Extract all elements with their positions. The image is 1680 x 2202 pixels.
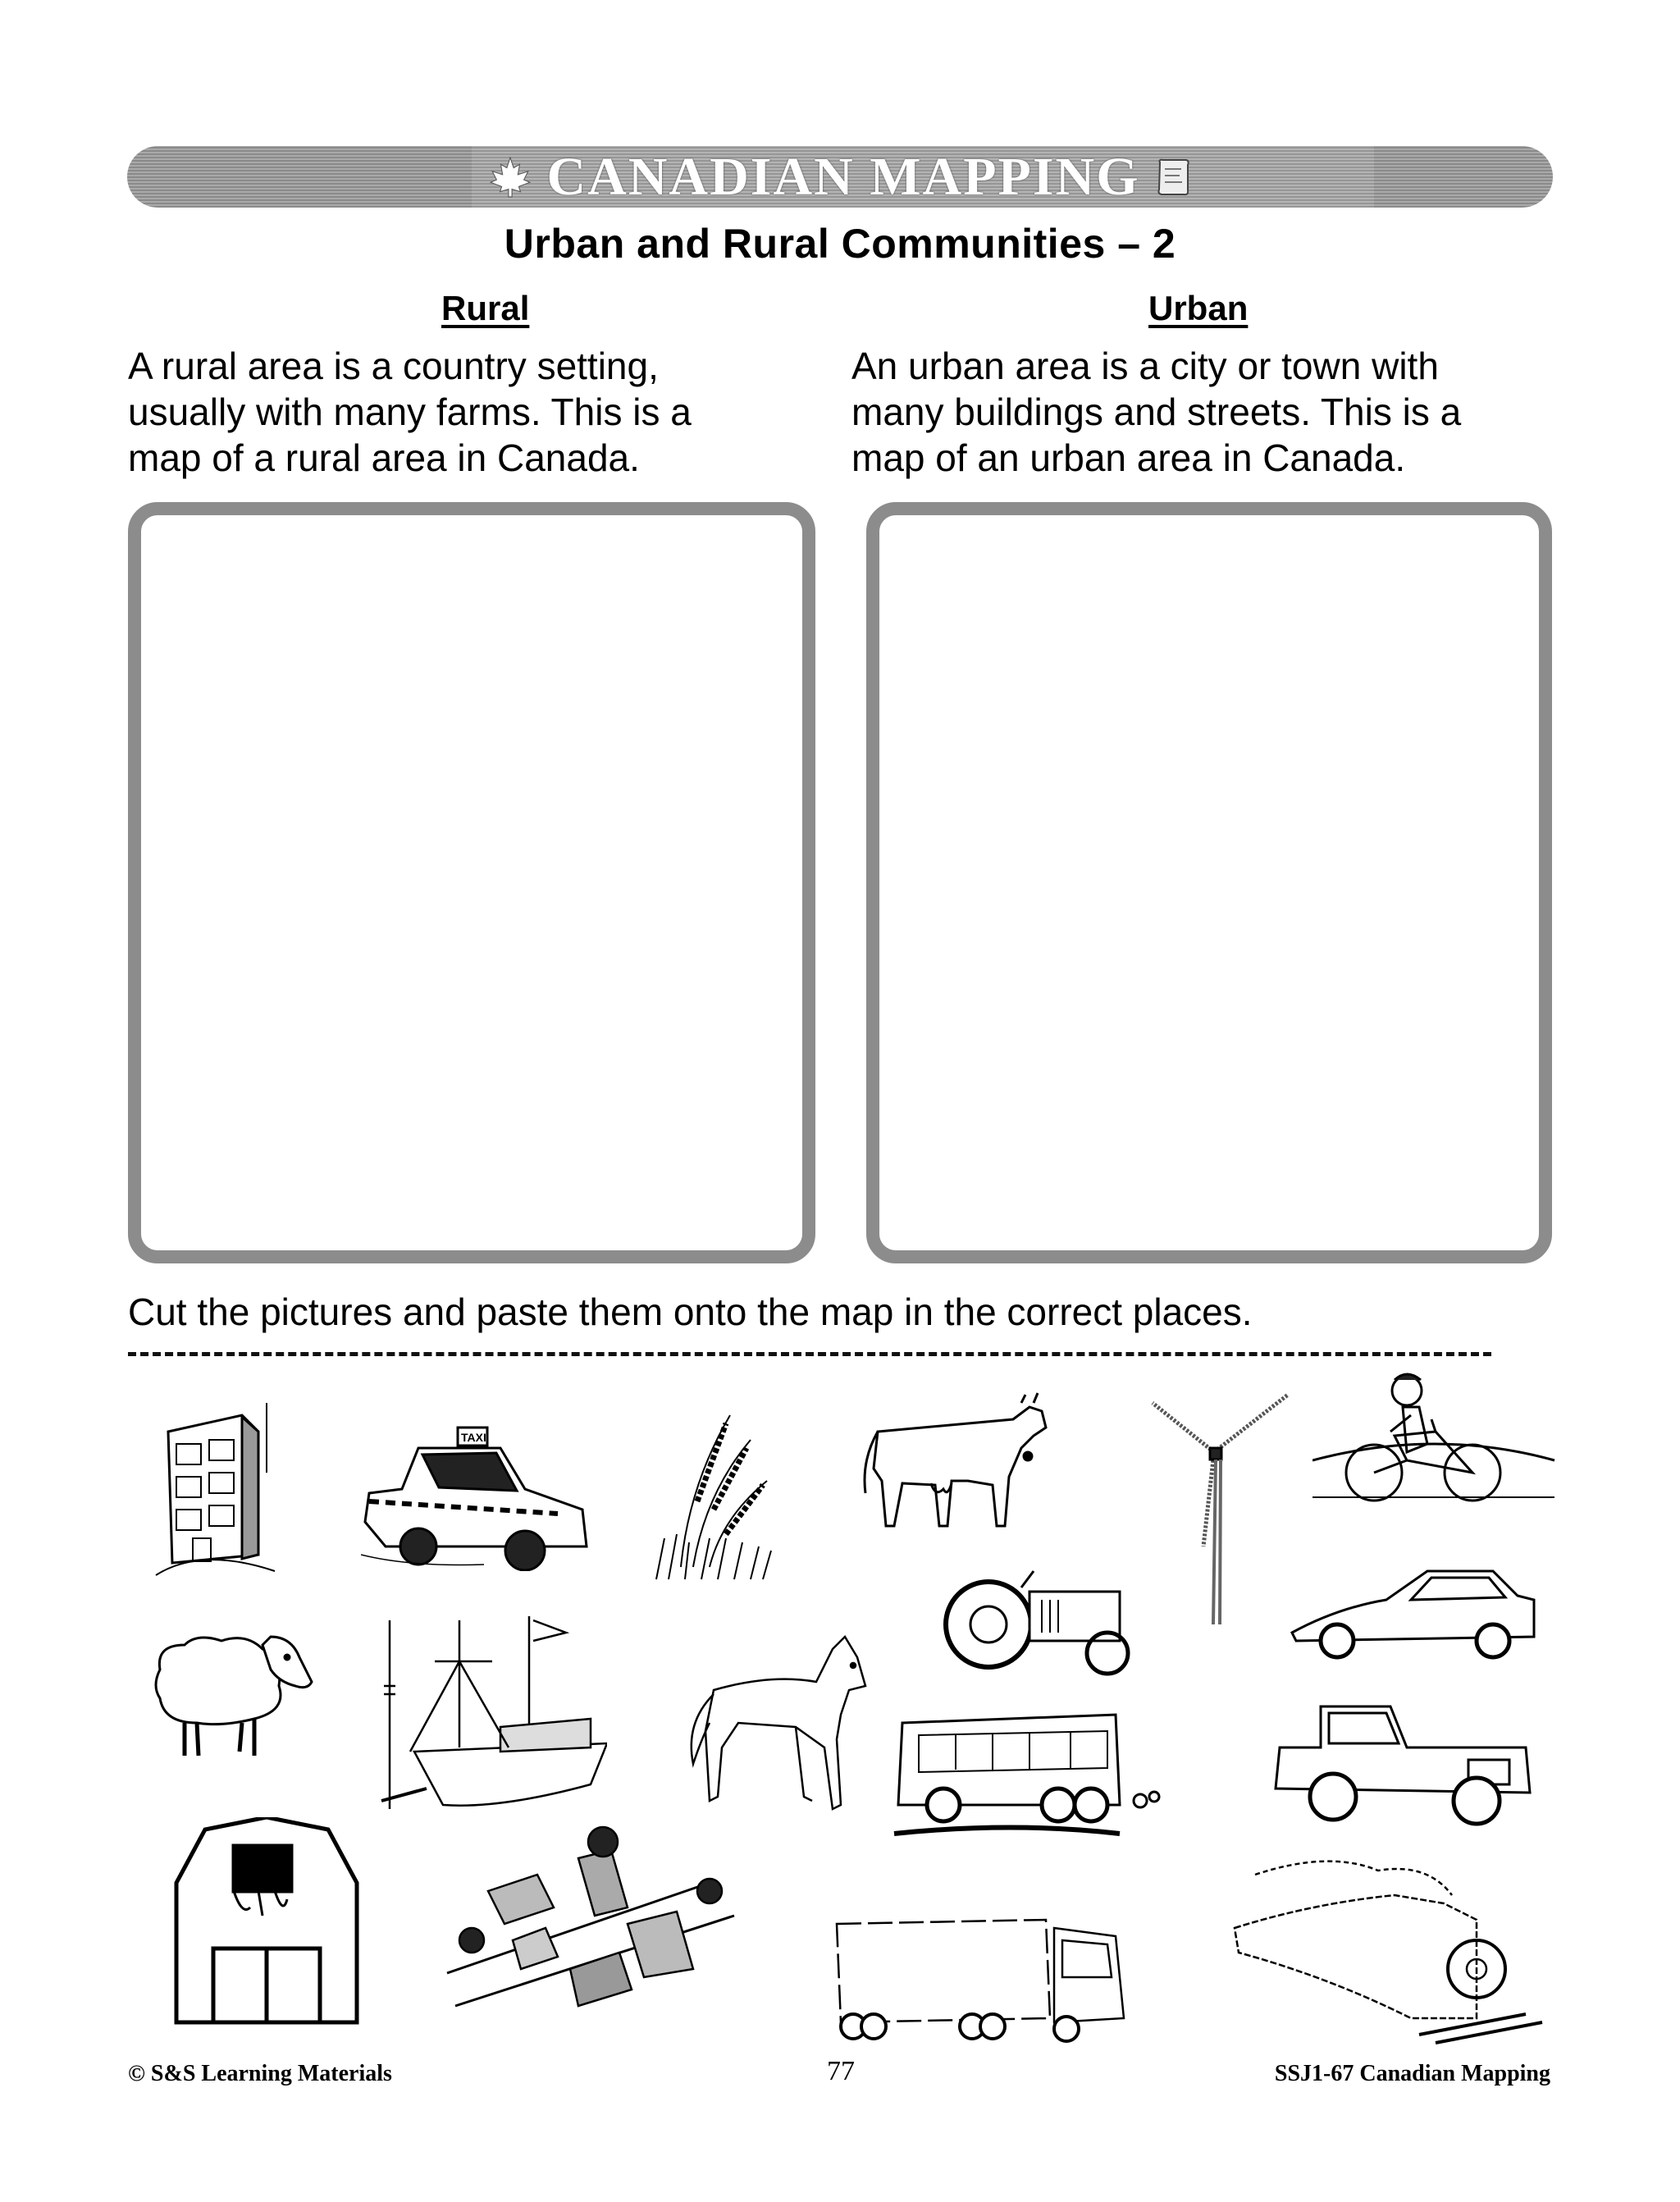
bus-picture[interactable] [890,1711,1185,1842]
sports-car-icon [1288,1563,1542,1661]
taxi-picture[interactable] [361,1423,591,1571]
banner-title: CANADIAN MAPPING [546,146,1140,207]
boy-on-bicycle-picture[interactable] [1312,1370,1559,1518]
tractor-picture[interactable] [943,1563,1140,1678]
harbour-ship-icon [377,1612,607,1817]
bus-icon [890,1711,1185,1842]
horse-picture[interactable] [673,1633,874,1821]
cow-icon [853,1387,1066,1534]
instruction-text: Cut the pictures and paste them onto the map in the correct places. [128,1291,1253,1333]
map-scroll-icon [1155,158,1191,197]
rural-description [128,343,801,481]
barn-picture[interactable] [168,1817,365,2026]
apartment-building-icon [152,1399,295,1579]
sports-car-picture[interactable] [1288,1563,1542,1661]
rural-map-box[interactable] [128,502,815,1263]
taxi-icon [361,1423,591,1571]
harbour-ship-picture[interactable] [377,1612,607,1817]
maple-leaf-icon [489,156,532,199]
transport-truck-icon [829,1907,1140,2043]
cut-line [128,1352,1491,1356]
rural-description-line: A rural area is a country setting, [128,345,659,387]
svg-text:TAXI: TAXI [461,1431,486,1444]
pickup-truck-icon [1271,1698,1534,1842]
footer-series-title: SSJ1-67 Canadian Mapping [1274,2061,1550,2086]
urban-heading: Urban [1148,289,1249,327]
wheat-picture[interactable] [648,1403,779,1583]
steam-train-icon [1230,1854,1559,2047]
horse-icon [673,1633,874,1821]
small-town-picture[interactable] [439,1825,767,2022]
urban-description-line: many buildings and streets. This is a [851,391,1462,433]
wind-turbine-picture[interactable] [1144,1391,1300,1629]
title-banner [127,146,1553,208]
barn-icon [168,1817,365,2026]
cow-picture[interactable] [853,1387,1066,1534]
rural-description-line: map of a rural area in Canada. [128,436,640,479]
steam-train-picture[interactable] [1230,1854,1559,2047]
wind-turbine-icon [1144,1391,1300,1629]
pickup-truck-picture[interactable] [1271,1698,1534,1842]
sheep-icon [148,1620,328,1760]
small-town-icon [439,1825,767,2022]
urban-description-line: map of an urban area in Canada. [851,436,1406,479]
apartment-building-picture[interactable] [152,1399,295,1579]
page-subtitle: Urban and Rural Communities – 2 [504,221,1176,267]
rural-heading: Rural [441,289,530,327]
transport-truck-picture[interactable] [829,1907,1140,2043]
urban-map-box[interactable] [866,502,1552,1263]
tractor-icon [943,1563,1140,1678]
rural-description-line: usually with many farms. This is a [128,391,692,433]
boy-on-bicycle-icon [1312,1370,1559,1518]
urban-description-line: An urban area is a city or town with [851,345,1439,387]
footer-copyright: © S&S Learning Materials [128,2061,392,2086]
sheep-picture[interactable] [148,1620,328,1760]
wheat-icon [648,1403,779,1583]
page-number: 77 [827,2056,855,2086]
urban-description [851,343,1524,481]
